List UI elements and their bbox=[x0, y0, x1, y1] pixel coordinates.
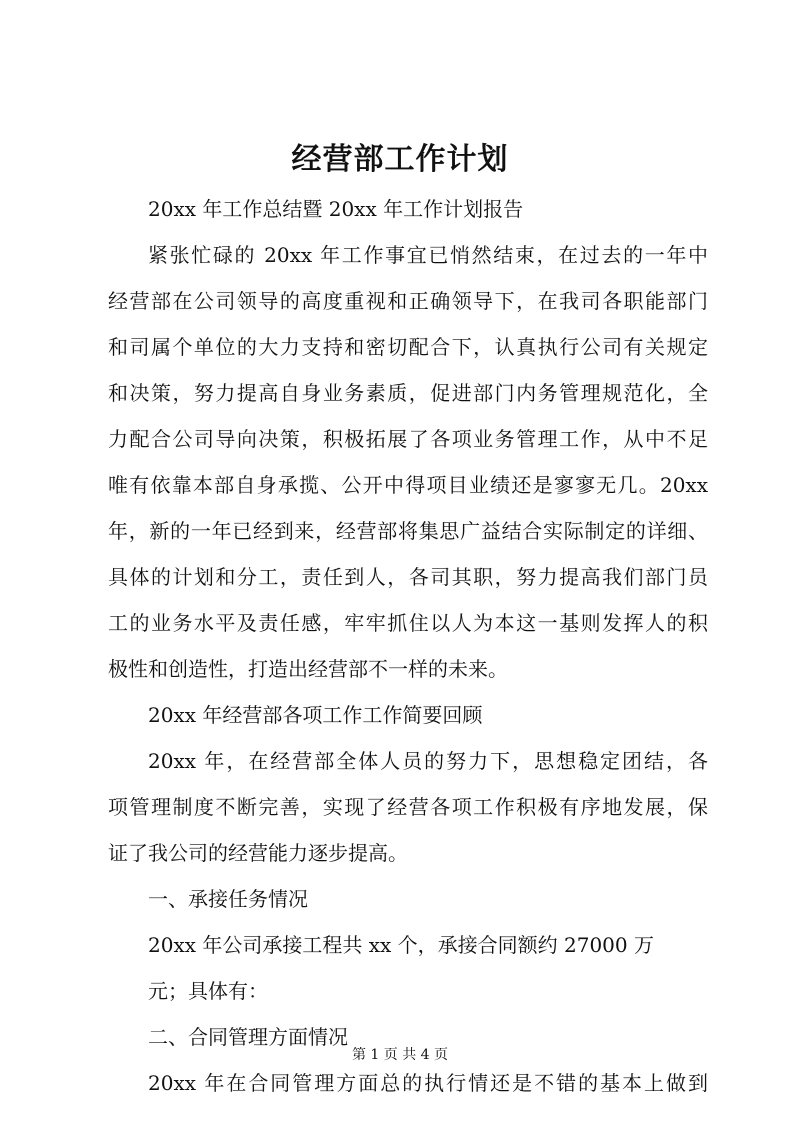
paragraph-line: 证了我公司的经营能力逐步提高。 bbox=[108, 841, 408, 865]
report-subtitle: 20xx 年工作总结暨 20xx 年工作计划报告 bbox=[148, 197, 524, 221]
paragraph-line: 经营部在公司领导的高度重视和正确领导下，在我司各职能部门 bbox=[108, 289, 708, 313]
paragraph-line: 20xx 年公司承接工程共 xx 个，承接合同额约 27000 万 bbox=[148, 933, 654, 957]
paragraph-line: 紧张忙碌的 20xx 年工作事宜已悄然结束，在过去的一年中 bbox=[148, 243, 708, 267]
paragraph-line: 20xx 年，在经营部全体人员的努力下，思想稳定团结，各 bbox=[148, 749, 708, 773]
document-title: 经营部工作计划 bbox=[291, 142, 509, 177]
paragraph-line: 极性和创造性，打造出经营部不一样的未来。 bbox=[108, 657, 508, 681]
section-heading: 20xx 年经营部各项工作工作简要回顾 bbox=[148, 703, 483, 727]
section-heading: 二、合同管理方面情况 bbox=[148, 1025, 348, 1049]
paragraph-line: 年，新的一年已经到来，经营部将集思广益结合实际制定的详细、 bbox=[108, 519, 708, 543]
paragraph-line: 工的业务水平及责任感，牢牢抓住以人为本这一基则发挥人的积 bbox=[108, 611, 708, 635]
document-body bbox=[108, 186, 708, 1106]
paragraph-line: 元；具体有： bbox=[148, 979, 268, 1003]
page-footer: 第 1 页 共 4 页 bbox=[351, 1047, 449, 1063]
paragraph-line: 20xx 年在合同管理方面总的执行情还是不错的基本上做到 bbox=[148, 1071, 708, 1095]
paragraph-line: 和决策，努力提高自身业务素质，促进部门内务管理规范化，全 bbox=[108, 381, 708, 405]
paragraph-line: 具体的计划和分工，责任到人，各司其职，努力提高我们部门员 bbox=[108, 565, 708, 589]
paragraph-line: 唯有依靠本部自身承揽、公开中得项目业绩还是寥寥无几。20xx bbox=[108, 473, 708, 497]
paragraph-line: 项管理制度不断完善，实现了经营各项工作积极有序地发展，保 bbox=[108, 795, 708, 819]
paragraph-line: 力配合公司导向决策，积极拓展了各项业务管理工作，从中不足 bbox=[108, 427, 708, 451]
section-heading: 一、承接任务情况 bbox=[148, 887, 308, 911]
paragraph-line: 和司属个单位的大力支持和密切配合下，认真执行公司有关规定 bbox=[108, 335, 708, 359]
